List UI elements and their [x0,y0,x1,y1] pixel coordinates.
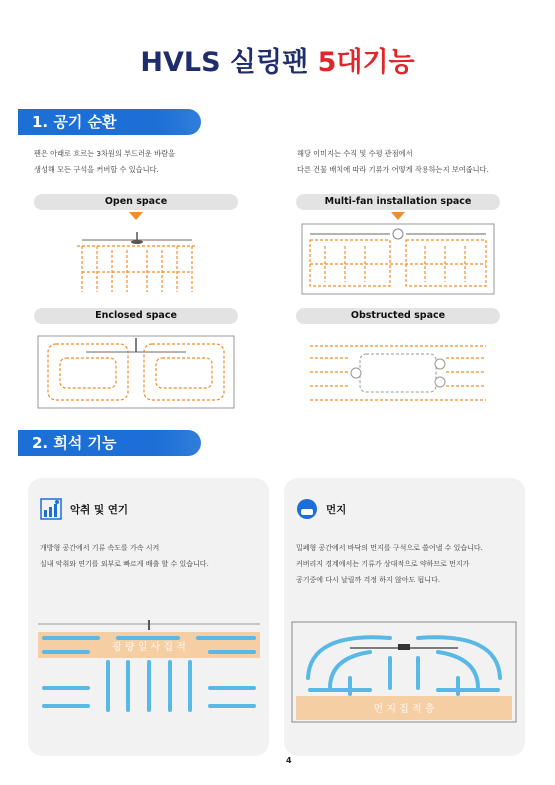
section-heading-air-circulation: 1. 공기 순환 [18,109,201,135]
area-label: 먼 지 집 적 층 [373,704,435,715]
diagram-smoke-flow [38,618,260,718]
label-multi-fan-space: Multi-fan installation space [296,194,500,210]
desc-line: 다른 건물 배치에 따라 기류가 어떻게 작용하는지 보여줍니다. [297,165,489,174]
card-dust [284,478,525,756]
pointer-arrow-icon [129,212,143,220]
diagram-multi-fan [300,222,496,296]
page-title-highlight: 5대기능 [317,47,415,78]
diagram-open-space [62,222,212,296]
card-odor-smoke [28,478,269,756]
card-title: 악취 및 연기 [70,503,129,516]
pointer-arrow-icon [391,212,405,220]
diagram-dust-flow [290,618,518,726]
card-header [40,498,128,520]
card-title: 먼지 [326,503,347,516]
diagram-obstructed-space [300,334,496,410]
section-heading-dilution: 2. 희석 기능 [18,430,201,456]
desc-line: 공기중에 다시 날릴까 걱정 하지 않아도 됩니다. [296,576,441,584]
label-obstructed-space: Obstructed space [296,308,500,324]
label-open-space: Open space [34,194,238,210]
label-enclosed-space: Enclosed space [34,308,238,324]
section1-desc-right [297,146,489,178]
factory-smoke-icon [40,498,62,520]
card-header [296,498,346,520]
section1-desc-left [34,146,175,178]
desc-line: 개방형 공간에서 기류 속도를 가속 시켜 [40,544,160,552]
desc-line: 밀폐형 공간에서 바닥의 먼지를 구석으로 쓸어낼 수 있습니다. [296,544,483,552]
desc-line: 팬은 아래로 흐르는 3차원의 부드러운 바람을 [34,149,175,158]
card-desc [296,540,483,588]
desc-line: 해당 이미지는 수직 및 수평 관점에서 [297,149,413,158]
desc-line: 생성해 모든 구석을 커버할 수 있습니다. [34,165,159,174]
page-number: 4 [286,756,292,765]
diagram-enclosed-space [36,334,236,410]
desc-line: 실내 악취와 연기를 외부로 빠르게 배출 할 수 있습니다. [40,560,209,568]
mask-face-icon [296,498,318,520]
card-desc [40,540,209,572]
area-label: 광 량 일 사 집 적 [112,642,186,653]
page-title-main: HVLS 실링팬 [140,47,318,78]
desc-line: 커버리지 경계에서는 기류가 상대적으로 약하므로 먼지가 [296,560,470,568]
page-title [0,40,555,79]
